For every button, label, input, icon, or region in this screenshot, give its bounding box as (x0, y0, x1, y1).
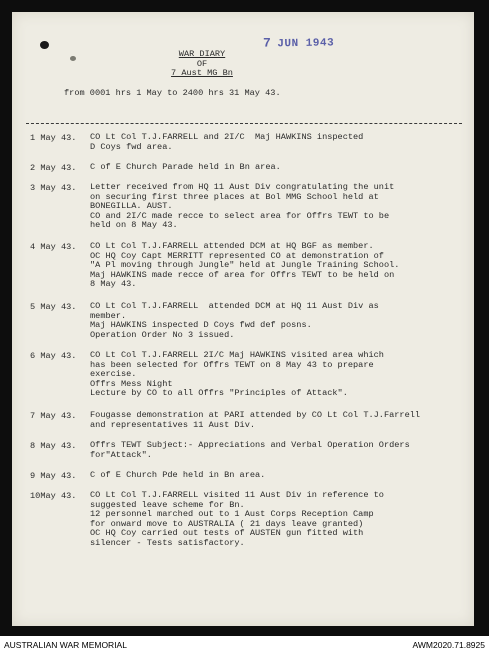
entry-date: 3 May 43. (30, 183, 77, 193)
footer-institution: AUSTRALIAN WAR MEMORIAL (4, 640, 127, 650)
entry-text: CO Lt Col T.J.FARRELL attended DCM at HQ BGF as member. OC HQ Coy Capt MERRITT represented CO at demonstration of "A Pl moving through Jungle" held at Jungle Training School. Maj HAWKINS made recce of area for Offrs TEWT to be held on 8 May 43. (90, 241, 400, 290)
divider-line (26, 123, 462, 124)
entry-date: 10May 43. (30, 491, 77, 501)
heading-of: OF (196, 59, 208, 69)
entry-text: C of E Church Pde held in Bn area. (90, 470, 266, 480)
entry-text: Letter received from HQ 11 Aust Div congratulating the unit on securing first three places at Bol MMG School held at BONEGILLA. AUST. CO and 2I/C made recce to select area for Offrs TEWT to be held on 8 May 43. (90, 182, 395, 231)
entry-date: 9 May 43. (30, 471, 77, 481)
entry-date: 1 May 43. (30, 133, 77, 143)
war-diary-page (12, 12, 474, 626)
entry-text: Offrs TEWT Subject:- Appreciations and Verbal Operation Orders for"Attack". (90, 440, 410, 460)
entry-text: C of E Church Parade held in Bn area. (90, 162, 281, 172)
entry-text: CO Lt Col T.J.FARRELL 2I/C Maj HAWKINS visited area which has been selected for Offrs TEWT on 8 May 43 to prepare exercise. Offrs Mess Night Lecture by CO to all Offrs "Principles of Attack". (90, 350, 384, 399)
heading-title: WAR DIARY (178, 49, 226, 59)
entry-date: 2 May 43. (30, 163, 77, 173)
entry-text: CO Lt Col T.J.FARRELL and 2I/C Maj HAWKINS inspected D Coys fwd area. (90, 132, 364, 152)
entry-date: 7 May 43. (30, 411, 77, 421)
stamp-day: 7 (262, 35, 272, 51)
entry-date: 6 May 43. (30, 351, 77, 361)
stamp-month-year: JUN 1943 (277, 37, 335, 51)
entry-date: 4 May 43. (30, 242, 77, 252)
date-stamp (263, 34, 334, 50)
footer-accession-number: AWM2020.71.8925 (412, 640, 485, 650)
diary-period: from 0001 hrs 1 May to 2400 hrs 31 May 43. (64, 88, 281, 98)
entry-text: Fougasse demonstration at PARI attended by CO Lt Col T.J.Farrell and representatives 11 Aust Div. (90, 410, 421, 430)
heading-unit: 7 Aust MG Bn (171, 68, 233, 78)
entry-text: CO Lt Col T.J.FARRELL attended DCM at HQ 11 Aust Div as member. Maj HAWKINS inspected D Coys fwd def posns. Operation Order No 3 issued. (90, 301, 379, 340)
entry-date: 8 May 43. (30, 441, 77, 451)
punch-hole (40, 41, 49, 49)
entry-date: 5 May 43. (30, 302, 77, 312)
entry-text: CO Lt Col T.J.FARRELL visited 11 Aust Div in reference to suggested leave scheme for Bn. 12 personnel marched out to 1 Aust Corps Reception Camp for onward move to AUSTRALIA ( 21 days leave granted) OC HQ Coy carried out tests of AUSTEN gun fitted with silencer - Tests satisfactory. (90, 490, 384, 548)
punch-hole (70, 56, 76, 61)
